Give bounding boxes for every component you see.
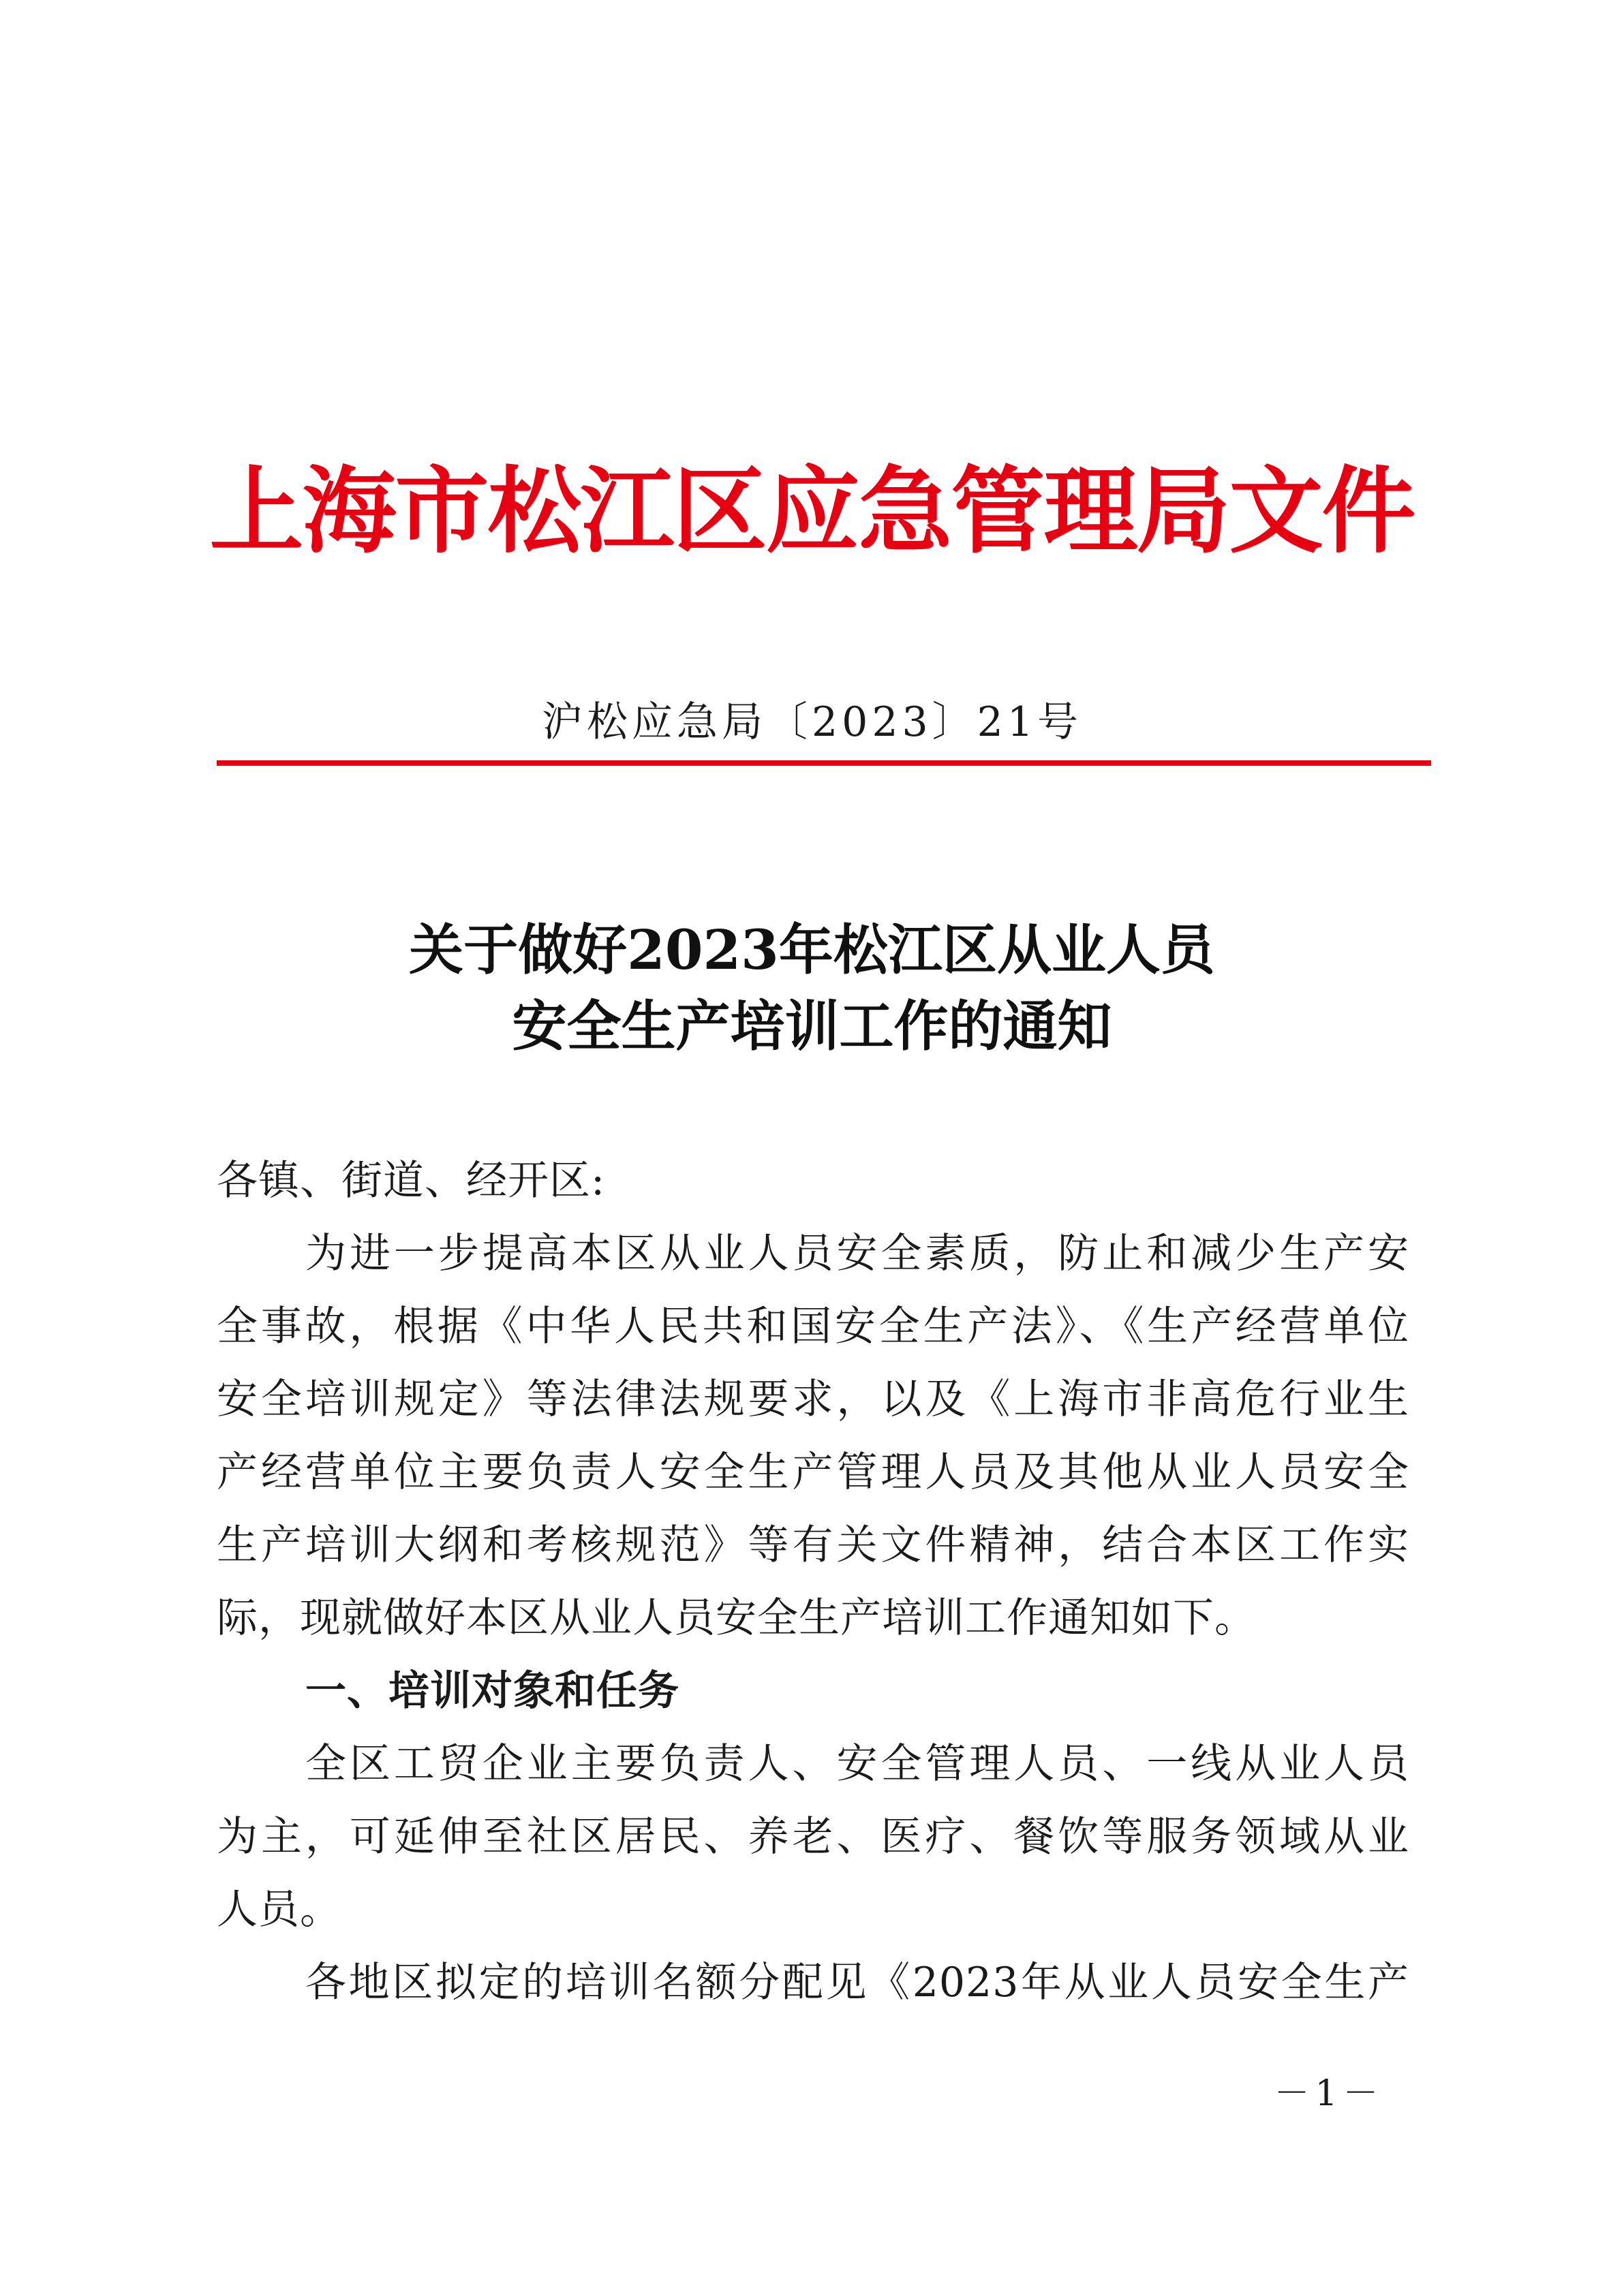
section-1-p1-line-2: 为主，可延伸至社区居民、养老、医疗、餐饮等服务领域从业 [217,1813,1409,1861]
section-1-p1-line-3: 人员。 [217,1886,341,1934]
document-number: 沪松应急局〔2023〕21号 [541,698,1083,746]
intro-line-4: 产经营单位主要负责人安全生产管理人员及其他从业人员安全 [217,1448,1409,1496]
intro-line-3: 安全培训规定》等法律法规要求，以及《上海市非高危行业生 [217,1376,1409,1423]
notice-title-line-1: 关于做好2023年松江区从业人员 [409,918,1215,982]
page-number: －1－ [1274,2073,1384,2114]
salutation: 各镇、街道、经开区: [217,1157,606,1205]
document-body [217,1145,1409,2019]
section-1-p2-line-1: 各地区拟定的培训名额分配见《2023年从业人员安全生产 [305,1959,1409,2006]
notice-title-line-2: 安全生产培训工作的通知 [512,994,1112,1058]
intro-line-2: 全事故，根据《中华人民共和国安全生产法》、《生产经营单位 [217,1303,1409,1350]
masthead-title: 上海市松江区应急管理局文件 [209,455,1415,566]
intro-line-6: 际，现就做好本区从业人员安全生产培训工作通知如下。 [217,1594,1256,1642]
section-1-p1-line-1: 全区工贸企业主要负责人、安全管理人员、一线从业人员 [305,1740,1409,1788]
red-divider-line [217,760,1431,766]
notice-title [204,912,1420,1064]
intro-line-1: 为进一步提高本区从业人员安全素质，防止和减少生产安 [305,1230,1409,1277]
section-1-heading: 一、培训对象和任务 [305,1667,679,1715]
intro-line-5: 生产培训大纲和考核规范》等有关文件精神，结合本区工作实 [217,1521,1409,1569]
